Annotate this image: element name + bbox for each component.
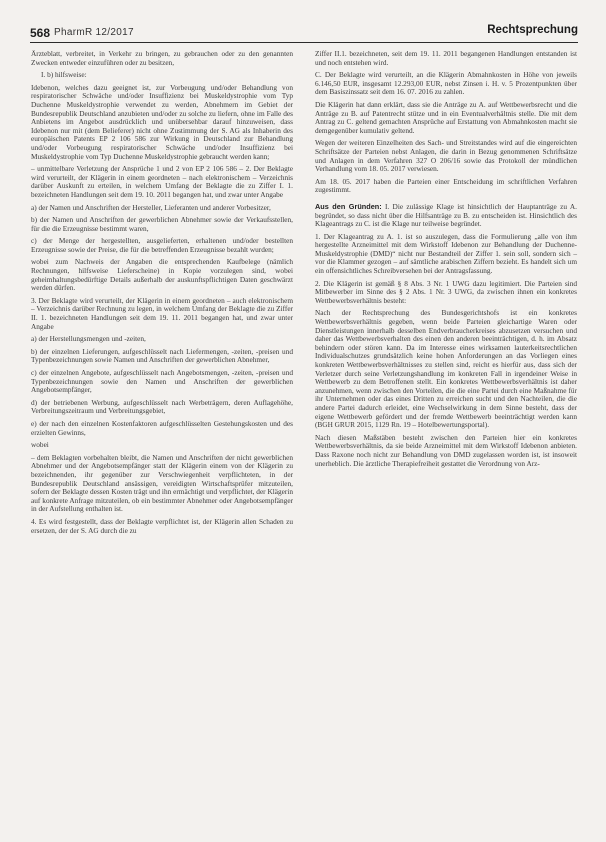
paragraph: wobei <box>31 440 49 450</box>
paragraph: c) der Menge der hergestellten, ausgelieferten, erhaltenen und/oder bestellten Erzeugnisse sowie der Preise, die für die betreffenden Erzeugnisse bezahlt wurden; <box>31 236 293 254</box>
paragraph: a) der Namen und Anschriften der Hersteller, Lieferanten und anderer Vorbesitzer, <box>31 202 271 212</box>
reasons-paragraph <box>315 203 577 229</box>
paragraph: 1. Der Klageantrag zu A. 1. ist so auszulegen, dass die Formulierung „alle von ihm hergestellte Arzneimittel mit dem Wirkstoff Idebenon zur Behandlung der Duchenne-Muskeldystrophie (DMD)“ nicht nur Bestandteil der Ziffer 1. sein soll, sondern sich – vor die Klammer gezogen – auf sämtliche arabischen Ziffern bezieht. Es handelt sich um ein offensichtliches Schreibversehen bei der Antragsfassung. <box>315 231 577 276</box>
paragraph: 4. Es wird festgestellt, dass der Beklagte verpflichtet ist, der Klägerin allen Schaden zu ersetzen, der der S. AG durch die zu <box>31 516 293 535</box>
paragraph: Nach der Rechtsprechung des Bundesgerichtshofs ist ein konkretes Wettbewerbsverhältnis gegeben, wenn beide Parteien gleichartige Waren oder Dienstleistungen innerhalb desselben Endverbraucherkreises abzusetzen versuchen und daher das Wettbewerbsverhalten des einen den anderen beeinträchtigen, d. h. im Absatz behindern oder stören kann. Da im Interesse eines wirksamen lauterkeitsrechtlichen Individualschutzes grundsätzlich keine hohen Anforderungen an das Vorliegen eines konkreten Wettbewerbsverhältnisses zu stellen sind, reicht es hierfür aus, dass sich der Verletzer durch seine Verletzungshandlung im konkreten Fall in irgendeiner Weise in Wettbewerb zu dem Betroffenen stellt. Ein konkretes Wettbewerbsverhältnis ist daher anzunehmen, wenn zwischen den Vorteilen, die die eine Partei durch eine Maßnahme für ihr Unternehmen oder das eines Dritten zu erreichen sucht und den Nachteilen, die die andere Partei dadurch erleidet, eine Wechselwirkung in dem Sinne besteht, dass der eigene Wettbewerb gefördert und der fremde Wettbewerb beeinträchtigt werden kann (BGH GRUR 2015, 1129 Rn. 19 – Hotelbewertungsportal). <box>315 308 577 430</box>
paragraph: 2. Die Klägerin ist gemäß § 8 Abs. 3 Nr. 1 UWG dazu legitimiert. Die Parteien sind Mitbewerber im Sinne des § 2 Abs. 1 Nr. 3 UWG, da zwischen ihnen ein konkretes Wettbewerbsverhältnis besteht: <box>315 278 577 305</box>
paragraph: Ärzteblatt, verbreitet, in Verkehr zu bringen, zu gebrauchen oder zu den genannten Zwecken entweder einzuführen oder zu besitzen, <box>31 49 293 67</box>
section-title: Rechtsprechung <box>487 24 578 36</box>
paragraph: 3. Der Beklagte wird verurteilt, der Klägerin in einem geordneten – auch elektronischem – Verzeichnis darüber Rechnung zu legen, in welchem Umfang der Beklagte die zu Ziffer II. 1. bezeichneten Handlungen seit dem 19. 11. 2011 begangen hat, und zwar unter Angabe <box>31 295 293 331</box>
paragraph: Idebenon, welches dazu geeignet ist, zur Vorbeugung und/oder Behandlung von respiratorischer Schwäche und/oder Insuffizienz bei Muskeldystrophie vom Typ Duchenne Muskeldystrophie verwendet zu werden, Abnehmern im Gebiet der Bundesrepublik Deutschland anzubieten und/oder zu solche zu liefern, ohne im Falle des Anbietens im Angebot ausdrücklich und unübersehbar darauf hinzuweisen, dass Idebenon nur mit (dem Belieferer) nicht ohne Zustimmung der S. AG als Inhaberin des europäischen Patents EP 2 106 586 zur Wirkung in Deutschland zur Behandlung und/oder Vorbeugung respiratorischer Schwäche und/oder Insuffizienz bei Muskeldystrophie vom Typ Duchenne Muskeldystrophie gebraucht werden kann; <box>31 82 293 161</box>
paragraph: Wegen der weiteren Einzelheiten des Sach- und Streitstandes wird auf die eingereichten Schriftsätze der Parteien nebst Anlagen, die darin in Bezug genommenen Schriftsätze und Anlagen in dem Verfahren 327 O 206/16 sowie das Protokoll der mündlichen Verhandlung vom 18. 05. 2017 verwiesen. <box>315 138 577 174</box>
reasons-intro: I. Die zulässige Klage ist hinsichtlich der Hauptanträge zu A. begründet, so dass nicht über die Hilfsanträge zu B. zu entscheiden ist. Hinsichtlich des Klageantrags zu C. ist die Klage nur teilweise begründet. <box>315 201 577 229</box>
reasons-heading: Aus den Gründen: <box>315 201 382 211</box>
paragraph: Ziffer II.1. bezeichneten, seit dem 19. 11. 2011 begangenen Handlungen entstanden ist und noch entstehen wird. <box>315 49 577 67</box>
header-rule <box>30 42 578 43</box>
page-number: 568 <box>30 26 51 40</box>
paragraph: I. b) hilfsweise: <box>41 70 87 80</box>
paragraph: b) der einzelnen Lieferungen, aufgeschlüsselt nach Liefermengen, -zeiten, -preisen und Typenbezeichnungen sowie Namen und Anschriften der gewerblichen Abnehmer, <box>31 346 293 365</box>
paragraph: a) der Herstellungsmengen und -zeiten, <box>31 334 146 344</box>
paragraph: – unmittelbare Verletzung der Ansprüche 1 und 2 von EP 2 106 586 – 2. Der Beklagte wird verurteilt, der Klägerin in einem geordneten – nach elektronischem – Verzeichnis darüber Auskunft zu erteilen, in welchem Umfang der Beklagte die zu Ziffer I. 1. bezeichneten Handlungen seit dem 19. 10. 2011 begangen hat, und zwar unter Angabe <box>31 164 293 199</box>
paragraph: b) der Namen und Anschriften der gewerblichen Abnehmer sowie der Verkaufsstellen, für die die Erzeugnisse bestimmt waren, <box>31 215 293 233</box>
right-column <box>315 50 577 472</box>
page-header <box>30 24 578 44</box>
paragraph: c) der einzelnen Angebote, aufgeschlüsselt nach Angebotsmengen, -zeiten, -preisen und Typenbezeichnungen sowie den Namen und Anschriften der gewerblichen Angebotsempfänger, <box>31 368 293 395</box>
left-column <box>31 50 293 539</box>
paragraph: Die Klägerin hat dann erklärt, dass sie die Anträge zu A. auf Wettbewerbsrecht und die Anträge zu B. auf Patentrecht stütze und in ein Eventualverhältnis stelle. Die mit dem Antrag zu C. geltend gemachten Ansprüche auf Erstattung von Abmahnkosten macht sie demgegenüber kumulativ geltend. <box>315 99 577 135</box>
paragraph: – dem Beklagten vorbehalten bleibt, die Namen und Anschriften der nicht gewerblichen Abnehmer und der Angebotsempfänger statt der Klägerin einem von der Klägerin zu bezeichnenden, ihr gegenüber zur Verschwiegenheit verpflichteten, in der Bundesrepublik Deutschland ansässigen, vereidigten Wirtschaftsprüfer mitzuteilen, sofern der Beklagte dessen Kosten trägt und ihn ermächtigt und verpflichtet, der Klägerin auf konkrete Anfrage mitzuteilen, ob ein bestimmter Abnehmer oder Angebotsempfänger in der Aufstellung enthalten ist. <box>31 452 293 514</box>
paragraph: d) der betriebenen Werbung, aufgeschlüsselt nach Werbeträgern, deren Auflagehöhe, Verbreitungszeitraum und Verbreitungsgebiet, <box>31 397 293 416</box>
paragraph: C. Der Beklagte wird verurteilt, an die Klägerin Abmahnkosten in Höhe von jeweils 6.146,50 EUR, insgesamt 12.293,00 EUR, nebst Zinsen i. H. v. 5 Prozentpunkten über dem Basiszinssatz seit dem 16. 07. 2016 zu zahlen. <box>315 70 577 97</box>
paragraph: wobei zum Nachweis der Angaben die entsprechenden Kaufbelege (nämlich Rechnungen, hilfsweise Lieferscheine) in Kopie vorzulegen sind, wobei geheimhaltungsbedürftige Details außerhalb der auskunftspflichtigen Daten geschwärzt werden dürfen. <box>31 257 293 293</box>
journal-issue: PharmR 12/2017 <box>54 27 134 38</box>
paragraph: Am 18. 05. 2017 haben die Parteien einer Entscheidung im schriftlichen Verfahren zugestimmt. <box>315 176 577 195</box>
paragraph: Nach diesen Maßstäben besteht zwischen den Parteien hier ein konkretes Wettbewerbsverhältnis, da sie beide Arzneimittel mit dem Wirkstoff Idebenon anbieten. Dass Raxone noch nicht zur Behandlung von DMD zugelassen worden ist, ist insoweit unerheblich. Die ärztliche Therapiefreiheit gestattet die Verordnung von Arz- <box>315 432 577 468</box>
paragraph: e) der nach den einzelnen Kostenfaktoren aufgeschlüsselten Gestehungskosten und des erzielten Gewinns, <box>31 418 293 437</box>
